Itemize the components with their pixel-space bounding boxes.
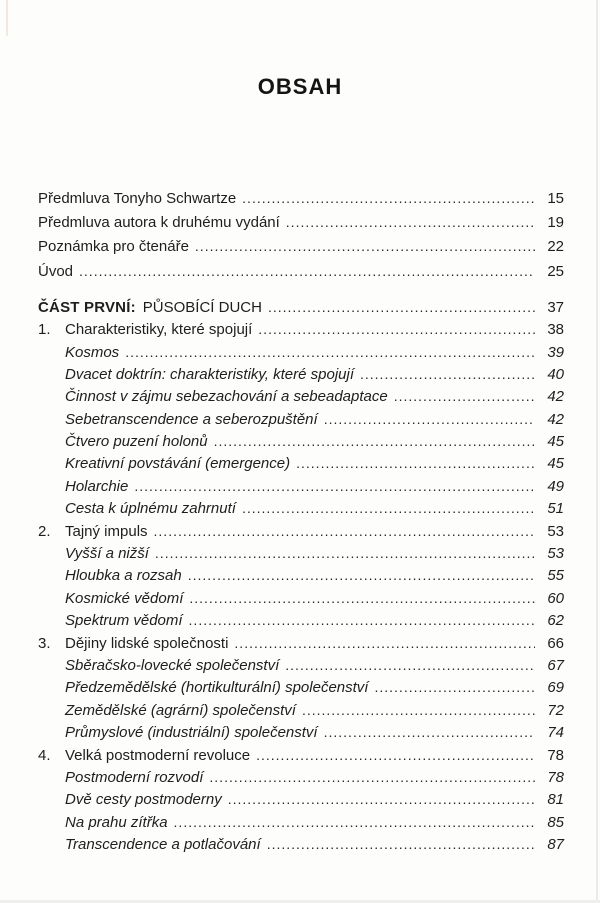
toc-entry-number: 3. bbox=[38, 634, 51, 652]
toc-entry-title: Hloubka a rozsah bbox=[65, 567, 182, 585]
toc-entry-page: 42 bbox=[547, 410, 564, 428]
toc-entry-page: 37 bbox=[547, 298, 564, 316]
dot-leader bbox=[324, 721, 535, 744]
toc-entry bbox=[38, 654, 564, 676]
dot-leader bbox=[214, 430, 535, 453]
toc-entry-title: Charakteristiky, které spojují bbox=[65, 321, 253, 339]
toc-entry-title: Na prahu zítřka bbox=[65, 813, 168, 831]
toc-entry-page: 19 bbox=[547, 214, 564, 232]
dot-leader bbox=[195, 234, 535, 259]
toc-entry bbox=[38, 210, 564, 234]
dot-leader bbox=[242, 497, 535, 520]
dot-leader bbox=[154, 520, 535, 543]
toc-entry-title: Kosmické vědomí bbox=[65, 589, 184, 607]
toc-entry-title: Cesta k úplnému zahrnutí bbox=[65, 500, 236, 518]
toc-entry-title: Velká postmoderní revoluce bbox=[65, 746, 251, 764]
dot-leader bbox=[374, 676, 535, 699]
dot-leader bbox=[79, 259, 535, 284]
page-title: OBSAH bbox=[257, 74, 343, 99]
dot-leader bbox=[125, 341, 535, 364]
toc-entry-title: Postmoderní rozvodí bbox=[65, 768, 204, 786]
toc-entry bbox=[38, 542, 564, 564]
toc-entry-title: Dvacet doktrín: charakteristiky, které spojují bbox=[65, 365, 354, 383]
dot-leader bbox=[256, 744, 535, 767]
toc-entry-page: 87 bbox=[547, 836, 564, 854]
dot-leader bbox=[258, 318, 535, 341]
toc-entry-title: Činnost v zájmu sebezachování a sebeadaptace bbox=[65, 388, 388, 406]
page-edge-shadow-right bbox=[596, 0, 598, 903]
toc-part-label: ČÁST PRVNÍ: bbox=[38, 298, 136, 316]
toc-entry-page: 72 bbox=[547, 701, 564, 719]
dot-leader bbox=[324, 408, 535, 431]
dot-leader bbox=[268, 296, 535, 319]
toc-entry-title: PŮSOBÍCÍ DUCH bbox=[142, 298, 262, 316]
toc-entry-title: Sběračsko-lovecké společenství bbox=[65, 657, 280, 674]
dot-leader bbox=[286, 210, 535, 235]
toc-entry-page: 53 bbox=[547, 545, 564, 563]
toc-entry-page: 85 bbox=[547, 813, 564, 831]
dot-leader bbox=[174, 811, 535, 834]
toc-entry-title: Předzemědělské (hortikulturální) společenství bbox=[65, 679, 369, 697]
toc-entry-title: Čtvero puzení holonů bbox=[65, 433, 208, 451]
toc-entry-title: Zemědělské (agrární) společenství bbox=[65, 701, 296, 719]
toc-entry bbox=[38, 408, 564, 430]
toc-entry-page: 15 bbox=[547, 190, 564, 207]
toc-entry-page: 60 bbox=[547, 589, 564, 607]
toc-entry-title: Spektrum vědomí bbox=[65, 612, 183, 630]
dot-leader bbox=[285, 654, 535, 677]
toc-entry-title: Kosmos bbox=[65, 343, 120, 361]
toc-entry bbox=[38, 609, 564, 631]
toc-entry bbox=[38, 788, 564, 810]
dot-leader bbox=[134, 475, 535, 498]
dot-leader bbox=[302, 699, 535, 722]
toc-entry-page: 51 bbox=[547, 500, 564, 518]
toc-entry-page: 55 bbox=[547, 567, 564, 585]
dot-leader bbox=[394, 385, 535, 408]
toc-entry-page: 53 bbox=[547, 522, 564, 540]
toc-entry bbox=[38, 475, 564, 497]
toc-entry bbox=[38, 452, 564, 474]
toc-entry bbox=[38, 766, 564, 788]
toc-entry bbox=[38, 318, 564, 340]
toc-entry bbox=[38, 363, 564, 385]
toc-entry-page: 38 bbox=[547, 321, 564, 339]
toc-entry-page: 42 bbox=[547, 388, 564, 406]
toc-entry bbox=[38, 564, 564, 586]
toc-entry-title: Předmluva Tonyho Schwartze bbox=[38, 190, 237, 207]
toc-entry bbox=[38, 811, 564, 833]
toc-entry-number: 4. bbox=[38, 746, 51, 764]
toc-entry-title: Úvod bbox=[38, 262, 74, 280]
toc-entry bbox=[38, 186, 564, 210]
toc-entry-title: Kreativní povstávání (emergence) bbox=[65, 455, 291, 473]
toc-entry-title: Vyšší a nižší bbox=[65, 545, 149, 563]
toc-entry-title: Předmluva autora k druhému vydání bbox=[38, 214, 280, 232]
toc-entry bbox=[38, 430, 564, 452]
toc-entry-page: 22 bbox=[547, 238, 564, 256]
toc-entry-page: 45 bbox=[547, 455, 564, 473]
toc-entry-number: 1. bbox=[38, 321, 51, 339]
toc-entry-number: 2. bbox=[38, 522, 51, 540]
dot-leader bbox=[360, 363, 535, 386]
toc-entry bbox=[38, 259, 564, 283]
dot-leader bbox=[242, 186, 535, 211]
toc-entry bbox=[38, 744, 564, 766]
toc-entry bbox=[38, 721, 564, 743]
toc-entry bbox=[38, 497, 564, 519]
toc-entry-page: 62 bbox=[547, 612, 564, 630]
dot-leader bbox=[189, 609, 535, 632]
toc-entry-title: Holarchie bbox=[65, 477, 129, 495]
toc-entry bbox=[38, 833, 564, 855]
toc-entry bbox=[38, 587, 564, 609]
toc-entry-page: 49 bbox=[547, 477, 564, 495]
toc-entry bbox=[38, 234, 564, 258]
toc-entry bbox=[38, 341, 564, 363]
toc-entry-page: 40 bbox=[547, 365, 564, 383]
dot-leader bbox=[188, 564, 535, 587]
toc-entry bbox=[38, 385, 564, 407]
toc-entry-title: Transcendence a potlačování bbox=[65, 836, 261, 854]
toc-entry-page: 67 bbox=[547, 657, 564, 674]
toc-entry-page: 78 bbox=[547, 746, 564, 764]
table-of-contents bbox=[38, 186, 564, 856]
toc-entry-page: 25 bbox=[547, 262, 564, 280]
dot-leader bbox=[234, 632, 535, 655]
toc-entry-page: 74 bbox=[547, 724, 564, 742]
toc-entry-title: Poznámka pro čtenáře bbox=[38, 238, 189, 256]
toc-entry-title: Dějiny lidské společnosti bbox=[65, 634, 229, 652]
toc-entry bbox=[38, 520, 564, 542]
toc-entry-page: 78 bbox=[547, 768, 564, 786]
toc-entry-page: 66 bbox=[547, 634, 564, 652]
dot-leader bbox=[267, 833, 535, 856]
dot-leader bbox=[209, 766, 535, 789]
toc-entry bbox=[38, 296, 564, 318]
toc-entry-page: 39 bbox=[547, 343, 564, 361]
dot-leader bbox=[228, 788, 535, 811]
toc-entry-page: 45 bbox=[547, 433, 564, 451]
toc-entry-title: Dvě cesty postmoderny bbox=[65, 791, 222, 809]
dot-leader bbox=[296, 452, 535, 475]
toc-entry-page: 69 bbox=[547, 679, 564, 697]
toc-entry bbox=[38, 699, 564, 721]
toc-entry-title: Tajný impuls bbox=[65, 522, 148, 540]
dot-leader bbox=[189, 587, 535, 610]
toc-entry-title: Sebetranscendence a seberozpuštění bbox=[65, 410, 318, 428]
toc-entry-page: 81 bbox=[547, 791, 564, 809]
dot-leader bbox=[155, 542, 535, 565]
toc-entry bbox=[38, 632, 564, 654]
toc-entry bbox=[38, 676, 564, 698]
page-edge-shadow-left bbox=[6, 0, 8, 36]
toc-entry-title: Průmyslové (industriální) společenství bbox=[65, 724, 318, 742]
